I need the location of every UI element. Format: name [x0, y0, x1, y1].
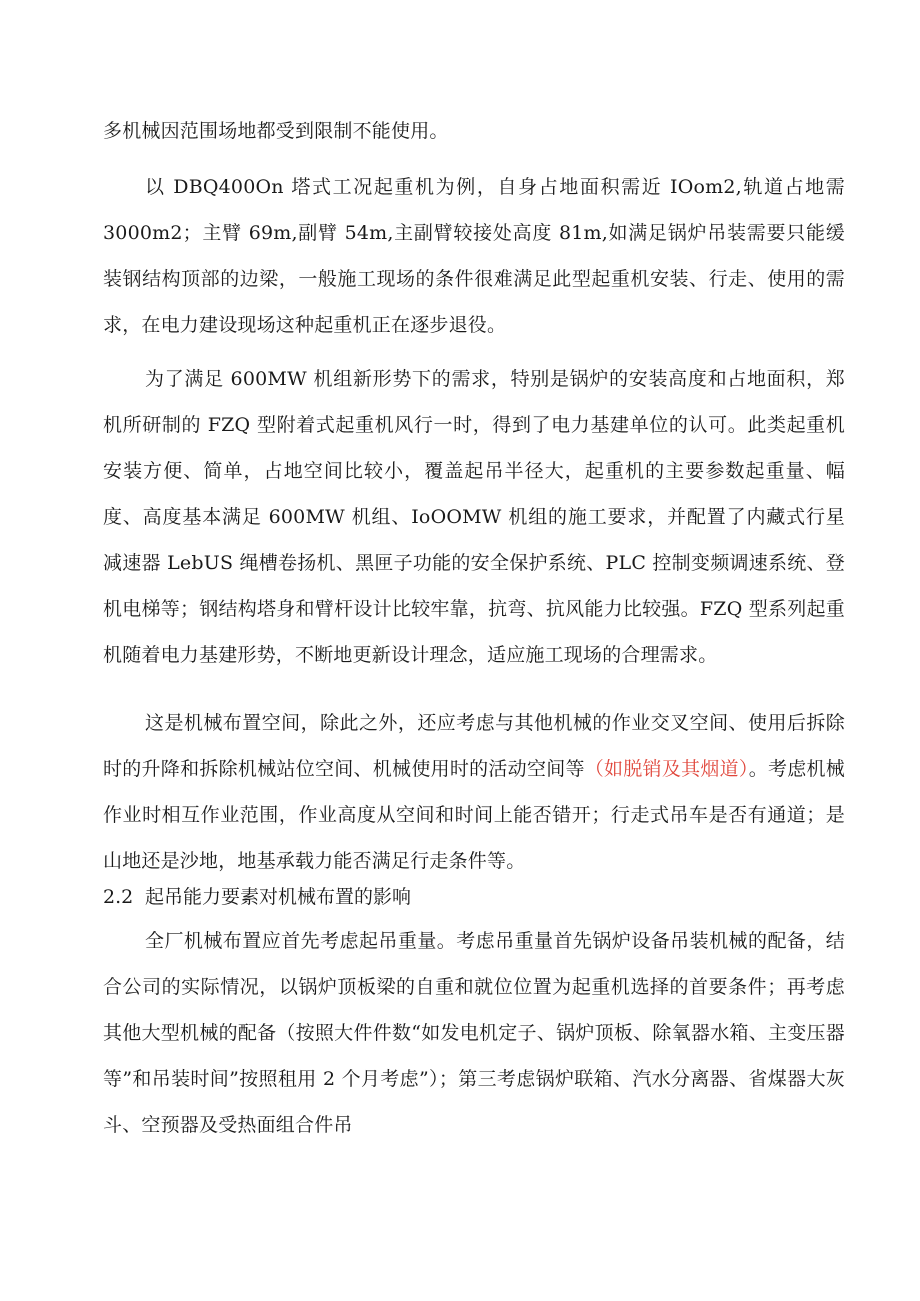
paragraph-text: 这是机械布置空间，除此之外，还应考虑与其他机械的作业交叉空间、使用后拆除时的升降和拆除机械站位空间、机械使用时的活动空间等	[103, 712, 845, 780]
paragraph-text: 多机械因范围场地都受到限制不能使用。	[103, 120, 449, 142]
paragraph-continuation	[103, 108, 845, 154]
section-title: 起吊能力要素对机械布置的影响	[145, 886, 412, 908]
paragraph-text: 全厂机械布置应首先考虑起吊重量。考虑吊重量首先锅炉设备吊装机械的配备，结合公司的实际情况，以锅炉顶板梁的自重和就位位置为起重机选择的首要条件；再考虑其他大型机械的配备（按照大件件数“如发电机定子、锅炉顶板、除氧器水箱、主变压器等”和吊装时间”按照租用 2 个月考虑”）；第三考虑锅炉联箱、汽水分离器、省煤器大灰斗、空预器及受热面组合件吊	[103, 930, 845, 1136]
paragraph-layout-space	[103, 700, 845, 884]
paragraph-text: 为了满足 600MW 机组新形势下的需求，特别是锅炉的安装高度和占地面积，郑机所研制的 FZQ 型附着式起重机风行一时，得到了电力基建单位的认可。此类起重机安装方便、简单，占地空间比较小，覆盖起吊半径大，起重机的主要参数起重量、幅度、高度基本满足 600MW 机组、IoOOMW 机组的施工要求，并配置了内藏式行星减速器 LebUS 绳槽卷扬机、黑匣子功能的安全保护系统、PLC 控制变频调速系统、登机电梯等；钢结构塔身和臂杆设计比较牢靠，抗弯、抗风能力比较强。FZQ 型系列起重机随着电力基建形势，不断地更新设计理念，适应施工现场的合理需求。	[103, 368, 845, 666]
paragraph-lifting-weight	[103, 918, 845, 1148]
paragraph-dbq400-crane	[103, 164, 845, 348]
section-number: 2.2	[103, 886, 134, 908]
highlighted-note: （如脱销及其烟道）	[584, 758, 749, 780]
paragraph-text: 以 DBQ400On 塔式工况起重机为例，自身占地面积需近 IOom2,轨道占地需 3000m2；主臂 69m,副臂 54m,主副臂较接处高度 81m,如满足锅炉吊装需要只能缓装钢结构顶部的边梁，一般施工现场的条件很难满足此型起重机安装、行走、使用的需求，在电力建设现场这种起重机正在逐步退役。	[103, 176, 845, 336]
paragraph-text: 。考虑机械作业时相互作业范围，作业高度从空间和时间上能否错开；行走式吊车是否有通道；是山地还是沙地，地基承载力能否满足行走条件等。	[103, 758, 845, 872]
paragraph-fzq-crane	[103, 356, 845, 678]
section-heading	[103, 882, 845, 912]
